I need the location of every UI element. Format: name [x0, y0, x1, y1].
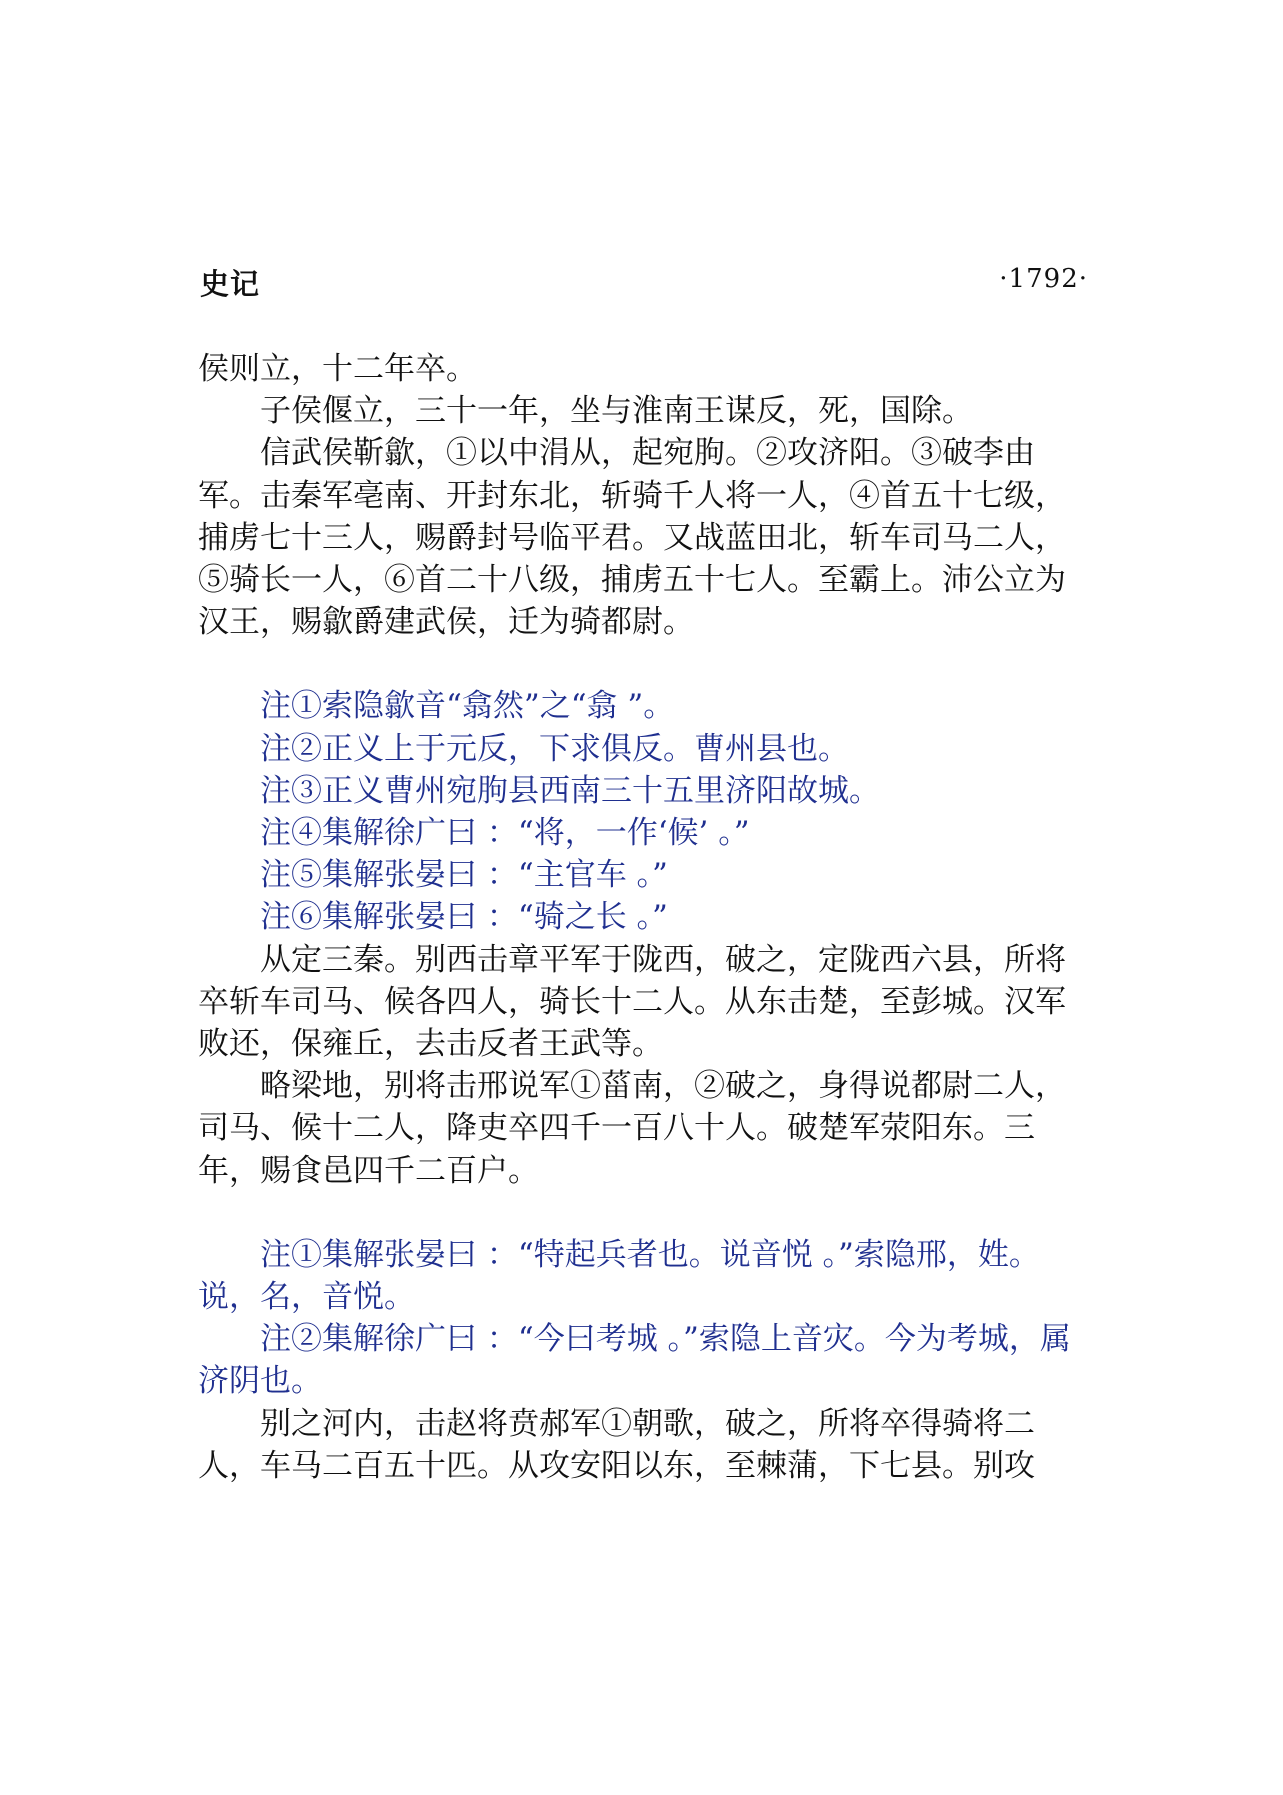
annotation-note: 注⑥集解张晏曰 ：“骑之长 。”: [260, 899, 668, 936]
annotation-note: 注②正义上于元反，下求俱反。曹州县也。: [260, 730, 849, 767]
page-number: ·1792·: [999, 264, 1088, 294]
text-paragraph: 略梁地，别将击邢说军①菑南，②破之，身得说都尉二人，司马、候十二人，降吏卒四千一百八十人。破楚军荥阳东。三年，赐食邑四千二百户。: [198, 1068, 1066, 1189]
paragraph-gap: [198, 643, 1092, 685]
annotation-note: 注①索隐歙音“翕然”之“翕 ”。: [260, 688, 675, 725]
annotation-note: 注③正义曹州宛朐县西南三十五里济阳故城。: [260, 772, 880, 809]
text-paragraph: 信武侯靳歙，①以中涓从，起宛朐。②攻济阳。③破李由军。击秦军亳南、开封东北，斩骑千人将一人，④首五十七级，捕虏七十三人，赐爵封号临平君。又战蓝田北，斩车司马二人，⑤骑长一人，⑥首二十八级，捕虏五十七人。至霸上。沛公立为汉王，赐歙爵建武侯，迁为骑都尉。: [198, 435, 1066, 641]
running-header: [200, 262, 1088, 302]
paragraph-gap: [198, 1192, 1092, 1234]
page-body: [198, 348, 1092, 1487]
text-paragraph: 子侯偃立，三十一年，坐与淮南王谋反，死，国除。: [260, 393, 973, 430]
text-paragraph: 别之河内，击赵将贲郝军①朝歌，破之，所将卒得骑将二人，车马二百五十匹。从攻安阳以东，至棘蒲，下七县。别攻: [198, 1405, 1035, 1484]
annotation-note: 注①集解张晏曰 ：“特起兵者也。说音悦 。”索隐邢，姓。说，名，音悦。: [198, 1236, 1040, 1316]
book-title: 史记: [200, 267, 261, 301]
annotation-note: 注②集解徐广曰 ：“今曰考城 。”索隐上音灾。今为考城，属济阴也。: [198, 1321, 1071, 1400]
text-paragraph: 侯则立，十二年卒。: [198, 351, 477, 387]
annotation-note: 注④集解徐广曰 ：“将，一作‘候’ 。”: [260, 815, 750, 852]
text-paragraph: 从定三秦。别西击章平军于陇西，破之，定陇西六县，所将卒斩车司马、候各四人，骑长十二人。从东击楚，至彭城。汉军败还，保雍丘，去击反者王武等。: [198, 941, 1066, 1063]
annotation-note: 注⑤集解张晏曰 ：“主官车 。”: [260, 857, 668, 894]
